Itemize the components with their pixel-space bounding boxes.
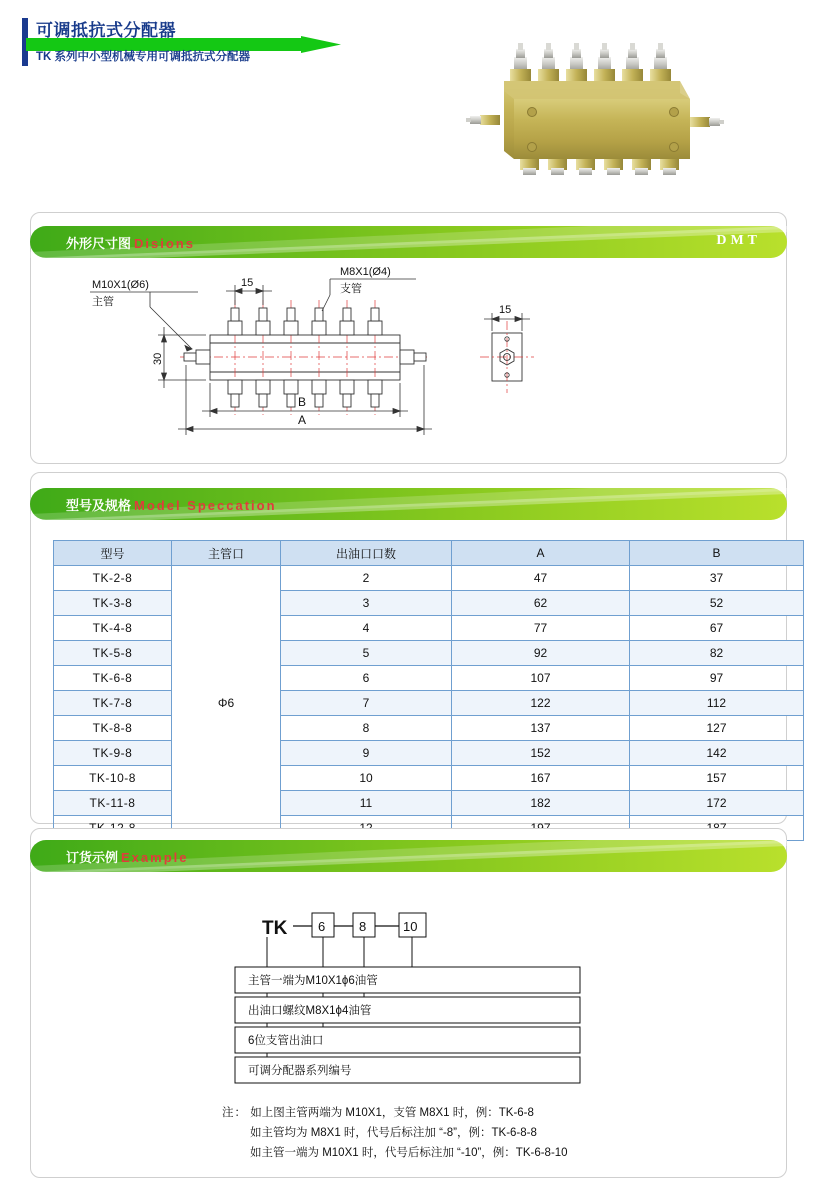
table-row <box>54 716 804 741</box>
dimensions-banner-cn: 外形尺寸图 <box>66 236 132 251</box>
cell-a: 137 <box>452 716 630 741</box>
code-part-6: 6 <box>318 919 326 934</box>
cell-b: 142 <box>630 741 804 766</box>
col-a: A <box>452 541 630 566</box>
callout-2: 出油口螺纹M8X1ϕ4油管 <box>248 1005 372 1017</box>
note-line-1 <box>222 1123 568 1143</box>
order-banner-en: Example <box>121 850 189 865</box>
main-port-sub-label: 主管 <box>92 296 114 308</box>
company-logo: DMT <box>716 233 761 248</box>
cell-a: 107 <box>452 666 630 691</box>
cell-main-port: Φ6 <box>172 566 281 841</box>
table-row <box>54 616 804 641</box>
order-notes <box>222 1103 568 1163</box>
callout-4: 可调分配器系列编号 <box>248 1065 352 1077</box>
dimension-drawing <box>30 255 787 455</box>
cell-b: 157 <box>630 766 804 791</box>
table-row <box>54 766 804 791</box>
note-line-0 <box>222 1103 568 1123</box>
cell-b: 112 <box>630 691 804 716</box>
note-line-2 <box>222 1143 568 1163</box>
note-text-2: 如主管一端为 M10X1 时，代号后标注加 “-10”，例：TK-6-8-10 <box>250 1147 568 1159</box>
cell-b: 82 <box>630 641 804 666</box>
cell-a: 77 <box>452 616 630 641</box>
cell-outlets: 3 <box>281 591 452 616</box>
cell-a: 122 <box>452 691 630 716</box>
cell-model: TK-2-8 <box>54 566 172 591</box>
cell-outlets: 9 <box>281 741 452 766</box>
order-banner-wrap <box>30 840 787 872</box>
models-banner-wrap <box>30 488 787 520</box>
note-text-1: 如主管均为 M8X1 时，代号后标注加 “-8”，例：TK-6-8-8 <box>250 1127 537 1139</box>
models-banner-cn: 型号及规格 <box>66 498 132 513</box>
cell-model: TK-3-8 <box>54 591 172 616</box>
table-row <box>54 691 804 716</box>
cell-model: TK-10-8 <box>54 766 172 791</box>
specification-table <box>53 540 804 841</box>
page-subtitle: TK 系列中小型机械专用可调抵抗式分配器 <box>36 51 251 63</box>
dim-30-label: 30 <box>152 352 164 365</box>
cell-outlets: 8 <box>281 716 452 741</box>
callout-3: 6位支管出油口 <box>248 1035 324 1047</box>
cell-b: 67 <box>630 616 804 641</box>
code-part-tk: TK <box>262 918 288 939</box>
order-banner <box>30 840 787 872</box>
col-b: B <box>630 541 804 566</box>
table-row <box>54 741 804 766</box>
cell-outlets: 4 <box>281 616 452 641</box>
models-banner-label <box>66 495 277 514</box>
cell-outlets: 6 <box>281 666 452 691</box>
main-port-label: M10X1(Ø6) <box>92 279 149 291</box>
models-banner <box>30 488 787 520</box>
table-row <box>54 791 804 816</box>
page-title: 可调抵抗式分配器 <box>36 21 176 40</box>
order-banner-cn: 订货示例 <box>66 850 119 865</box>
dim-15-right-label: 15 <box>499 304 512 316</box>
cell-b: 52 <box>630 591 804 616</box>
dim-B-label: B <box>298 395 307 409</box>
cell-model: TK-8-8 <box>54 716 172 741</box>
cell-b: 37 <box>630 566 804 591</box>
dim-15-top-label: 15 <box>241 277 254 289</box>
callout-1: 主管一端为M10X1ϕ6油管 <box>248 975 378 987</box>
cell-outlets: 5 <box>281 641 452 666</box>
dimensions-banner <box>30 226 787 258</box>
cell-outlets: 11 <box>281 791 452 816</box>
col-main-port: 主管口 <box>172 541 281 566</box>
cell-a: 182 <box>452 791 630 816</box>
cell-b: 127 <box>630 716 804 741</box>
models-banner-en: Model Speccation <box>134 498 277 513</box>
branch-port-label: M8X1(Ø4) <box>340 266 391 278</box>
notes-label: 注： <box>222 1107 247 1119</box>
cell-model: TK-7-8 <box>54 691 172 716</box>
table-row <box>54 591 804 616</box>
cell-outlets: 7 <box>281 691 452 716</box>
dimensions-banner-en: Disions <box>134 236 195 251</box>
cell-model: TK-6-8 <box>54 666 172 691</box>
cell-a: 47 <box>452 566 630 591</box>
cell-a: 152 <box>452 741 630 766</box>
col-outlets: 出油口口数 <box>281 541 452 566</box>
cell-a: 92 <box>452 641 630 666</box>
cell-outlets: 10 <box>281 766 452 791</box>
note-text-0: 如上图主管两端为 M10X1，支管 M8X1 时，例：TK-6-8 <box>250 1107 534 1119</box>
page-header <box>0 0 817 190</box>
cell-a: 167 <box>452 766 630 791</box>
branch-port-sub-label: 支管 <box>340 283 362 295</box>
dimensions-banner-wrap <box>30 226 787 258</box>
cell-b: 172 <box>630 791 804 816</box>
cell-outlets: 2 <box>281 566 452 591</box>
code-part-8: 8 <box>359 919 367 934</box>
cell-a: 62 <box>452 591 630 616</box>
table-row <box>54 666 804 691</box>
code-part-10: 10 <box>403 919 418 934</box>
table-row <box>54 641 804 666</box>
table-header-row <box>54 541 804 566</box>
table-row <box>54 566 804 591</box>
order-banner-label <box>66 847 189 866</box>
cell-model: TK-9-8 <box>54 741 172 766</box>
cell-model: TK-11-8 <box>54 791 172 816</box>
dim-A-label: A <box>298 413 307 427</box>
col-model: 型号 <box>54 541 172 566</box>
dimensions-banner-label <box>66 233 195 252</box>
cell-b: 97 <box>630 666 804 691</box>
product-photo <box>452 35 782 175</box>
cell-model: TK-5-8 <box>54 641 172 666</box>
cell-model: TK-4-8 <box>54 616 172 641</box>
